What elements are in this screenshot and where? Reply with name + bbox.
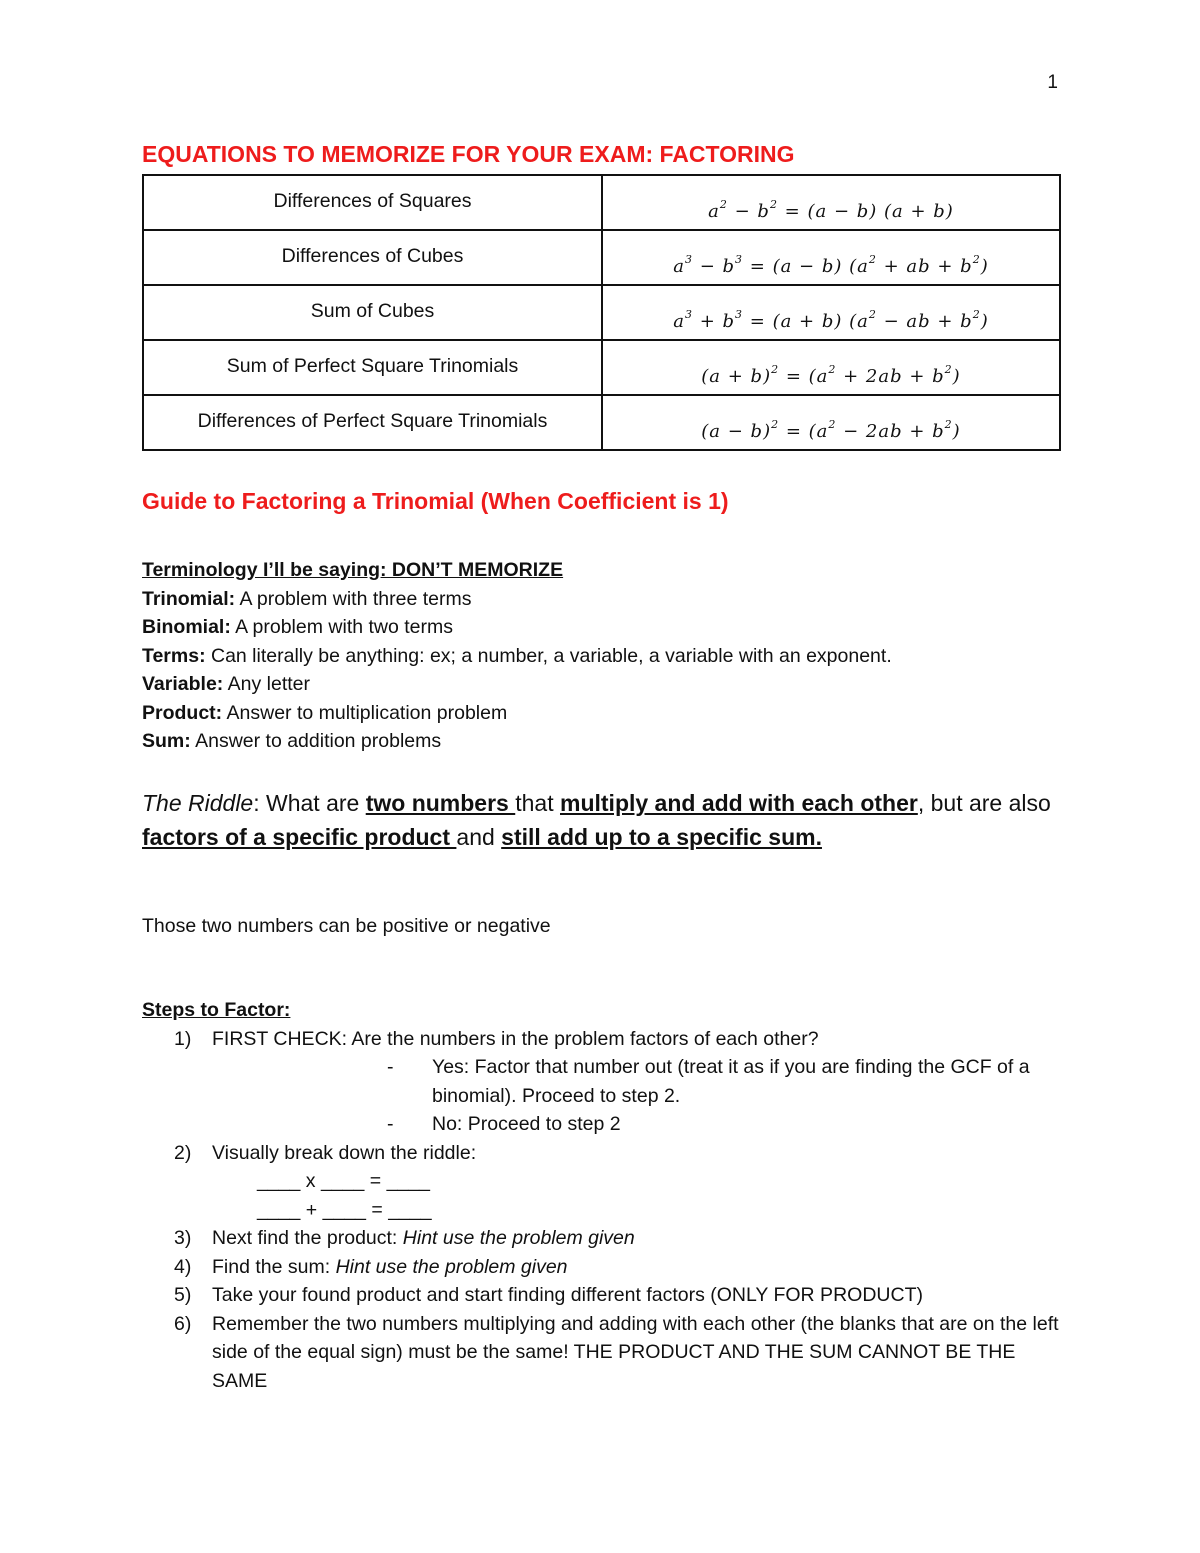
dash-bullet: - [387,1113,394,1135]
terminology-heading: Terminology I’ll be saying: DON’T MEMORIZE [142,559,564,581]
formula-sum-perfect-square: $(a + b)^2 = (a^2 + 2ab + b^2)$ [602,340,1060,395]
step-text: FIRST CHECK: Are the numbers in the problem factors of each other? [212,1027,819,1050]
step-number: 2) [174,1141,192,1164]
step-text: Visually break down the riddle: [212,1141,477,1164]
step-hint: Hint use the problem given [402,1227,635,1249]
table-row [143,340,1060,395]
list-item [142,585,1042,614]
term-definition: A problem with three terms [235,587,472,610]
steps-heading: Steps to Factor: [142,999,291,1021]
term-label: Variable: [142,673,224,695]
term-definition: Answer to addition problems [190,730,442,752]
step-number: 6) [174,1312,192,1335]
formula-sum-of-cubes: $a^3 + b^3 = (a + b) (a^2$ − ab + $b^2$) [602,285,1060,340]
step-subtext: No: Proceed to step 2 [432,1113,621,1135]
blank-sum-line: ____ + ____ = ____ [257,1198,432,1221]
table-row [143,175,1060,230]
dash-bullet: - [387,1056,394,1078]
formula-name: Differences of Perfect Square Trinomials [143,395,602,450]
formula-table [142,174,1061,451]
terminology-section [142,556,1042,756]
term-label: Terms: [142,644,206,667]
riddle-text: : What are [253,790,366,816]
term-label: Product: [142,701,223,724]
list-item [142,1253,1072,1282]
step-text: Take your found product and start finding different factors (ONLY FOR PRODUCT) [212,1284,923,1306]
step-number: 5) [174,1284,192,1306]
term-label: Trinomial: [142,587,236,610]
list-item [142,642,1042,671]
list-item [142,1281,1072,1310]
term-label: Binomial: [142,616,231,638]
table-row [143,395,1060,450]
formula-name: Differences of Squares [143,175,602,230]
list-item [142,670,1042,699]
formula-difference-of-squares: $a^2 - b^2 = (a - b) (a + b)$ [602,175,1060,230]
list-item [142,1224,1072,1253]
step-number: 4) [174,1255,192,1278]
sign-note: Those two numbers can be positive or negative [142,915,551,937]
equations-title: EQUATIONS TO MEMORIZE FOR YOUR EXAM: FACTORING [142,141,795,167]
list-item [142,1139,1072,1168]
step-text: Remember the two numbers multiplying and adding with each other (the blanks that are on the left side of the equal sign) must be the same! THE PRODUCT AND THE SUM CANNOT BE THE SAME [212,1312,1059,1392]
step-number: 1) [174,1027,192,1050]
list-item [142,1025,1072,1054]
list-item [142,1053,1072,1110]
page-number: 1 [1047,72,1058,93]
list-item [142,1310,1072,1396]
formula-name: Differences of Cubes [143,230,602,285]
list-item [142,613,1042,642]
step-number: 3) [174,1227,192,1249]
formula-difference-of-cubes: $a^3 - b^3 = (a - b) (a^2$ + ab + $b^2$) [602,230,1060,285]
blank-product-line: ____ x ____ = ____ [257,1170,430,1192]
formula-name: Sum of Perfect Square Trinomials [143,340,602,395]
riddle-paragraph [142,786,1062,854]
riddle-emphasis: multiply and add with each other [560,790,918,816]
riddle-emphasis: two numbers [365,790,516,816]
riddle-emphasis: still add up to a specific sum. [501,824,822,850]
riddle-text: and [456,824,502,850]
formula-name: Sum of Cubes [143,285,602,340]
step-text: Find the sum: [212,1255,336,1278]
term-definition: Any letter [223,673,311,695]
riddle-label: The Riddle [142,790,254,816]
formula-difference-perfect-square: $(a - b)^2 = (a^2 - 2ab + b^2)$ [602,395,1060,450]
term-label: Sum: [142,730,191,752]
term-definition: Can literally be anything: ex; a number, a variable, a variable with an exponent. [205,644,892,667]
list-item [142,699,1042,728]
step-subtext: Yes: Factor that number out (treat it as if you are finding the GCF of a binomial). Proceed to step 2. [432,1056,1030,1107]
riddle-text: that [515,790,560,816]
term-definition: Answer to multiplication problem [222,701,508,724]
step-text: Next find the product: [212,1227,403,1249]
steps-section [142,996,1072,1395]
riddle-emphasis: factors of a specific product [142,824,457,850]
riddle-text: , but are also [917,790,1051,816]
list-item [142,1110,1072,1139]
list-item [142,727,1042,756]
step-hint: Hint use the problem given [335,1255,568,1278]
guide-title: Guide to Factoring a Trinomial (When Coefficient is 1) [142,488,729,514]
table-row [143,230,1060,285]
table-row [143,285,1060,340]
term-definition: A problem with two terms [230,616,454,638]
